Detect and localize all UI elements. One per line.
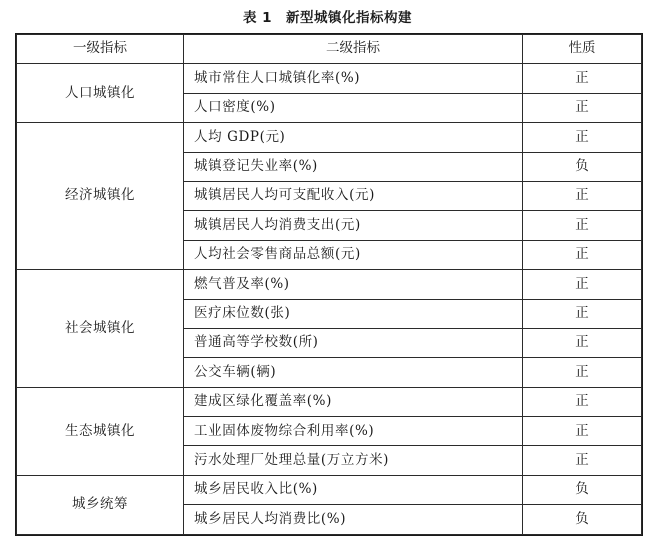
table-row [17,387,642,416]
indicator-cell: 人均 GDP(元) [184,123,523,152]
indicator-cell: 人均社会零售商品总额(元) [184,240,523,269]
header-nature: 性质 [523,35,642,64]
indicator-cell: 城镇登记失业率(%) [184,152,523,181]
table-caption: 表 1 新型城镇化指标构建 [242,10,413,26]
header-secondary-indicator: 二级指标 [184,35,523,64]
nature-cell: 正 [523,240,642,269]
indicator-cell: 污水处理厂处理总量(万立方米) [184,446,523,475]
nature-cell: 负 [523,505,642,534]
category-cell: 城乡统筹 [17,475,184,534]
indicator-table [16,34,642,535]
nature-cell: 正 [523,358,642,387]
nature-cell: 正 [523,64,642,93]
indicator-cell: 城市常住人口城镇化率(%) [184,64,523,93]
category-cell: 社会城镇化 [17,270,184,388]
indicator-cell: 城镇居民人均消费支出(元) [184,211,523,240]
nature-cell: 正 [523,328,642,357]
nature-cell: 正 [523,181,642,210]
indicator-cell: 人口密度(%) [184,93,523,122]
nature-cell: 正 [523,211,642,240]
nature-cell: 正 [523,270,642,299]
table-header-row [17,35,642,64]
nature-cell: 正 [523,417,642,446]
indicator-cell: 建成区绿化覆盖率(%) [184,387,523,416]
nature-cell: 正 [523,123,642,152]
indicator-cell: 医疗床位数(张) [184,299,523,328]
indicator-cell: 普通高等学校数(所) [184,328,523,357]
nature-cell: 负 [523,152,642,181]
nature-cell: 正 [523,299,642,328]
category-cell: 经济城镇化 [17,123,184,270]
indicator-cell: 城镇居民人均可支配收入(元) [184,181,523,210]
indicator-cell: 城乡居民人均消费比(%) [184,505,523,534]
indicator-cell: 城乡居民收入比(%) [184,475,523,504]
indicator-cell: 燃气普及率(%) [184,270,523,299]
category-cell: 生态城镇化 [17,387,184,475]
nature-cell: 负 [523,475,642,504]
table-row [17,64,642,93]
nature-cell: 正 [523,387,642,416]
table-row [17,123,642,152]
indicator-cell: 公交车辆(辆) [184,358,523,387]
header-primary-indicator: 一级指标 [17,35,184,64]
nature-cell: 正 [523,446,642,475]
table-row [17,475,642,504]
nature-cell: 正 [523,93,642,122]
table-row [17,270,642,299]
category-cell: 人口城镇化 [17,64,184,123]
indicator-cell: 工业固体废物综合利用率(%) [184,417,523,446]
